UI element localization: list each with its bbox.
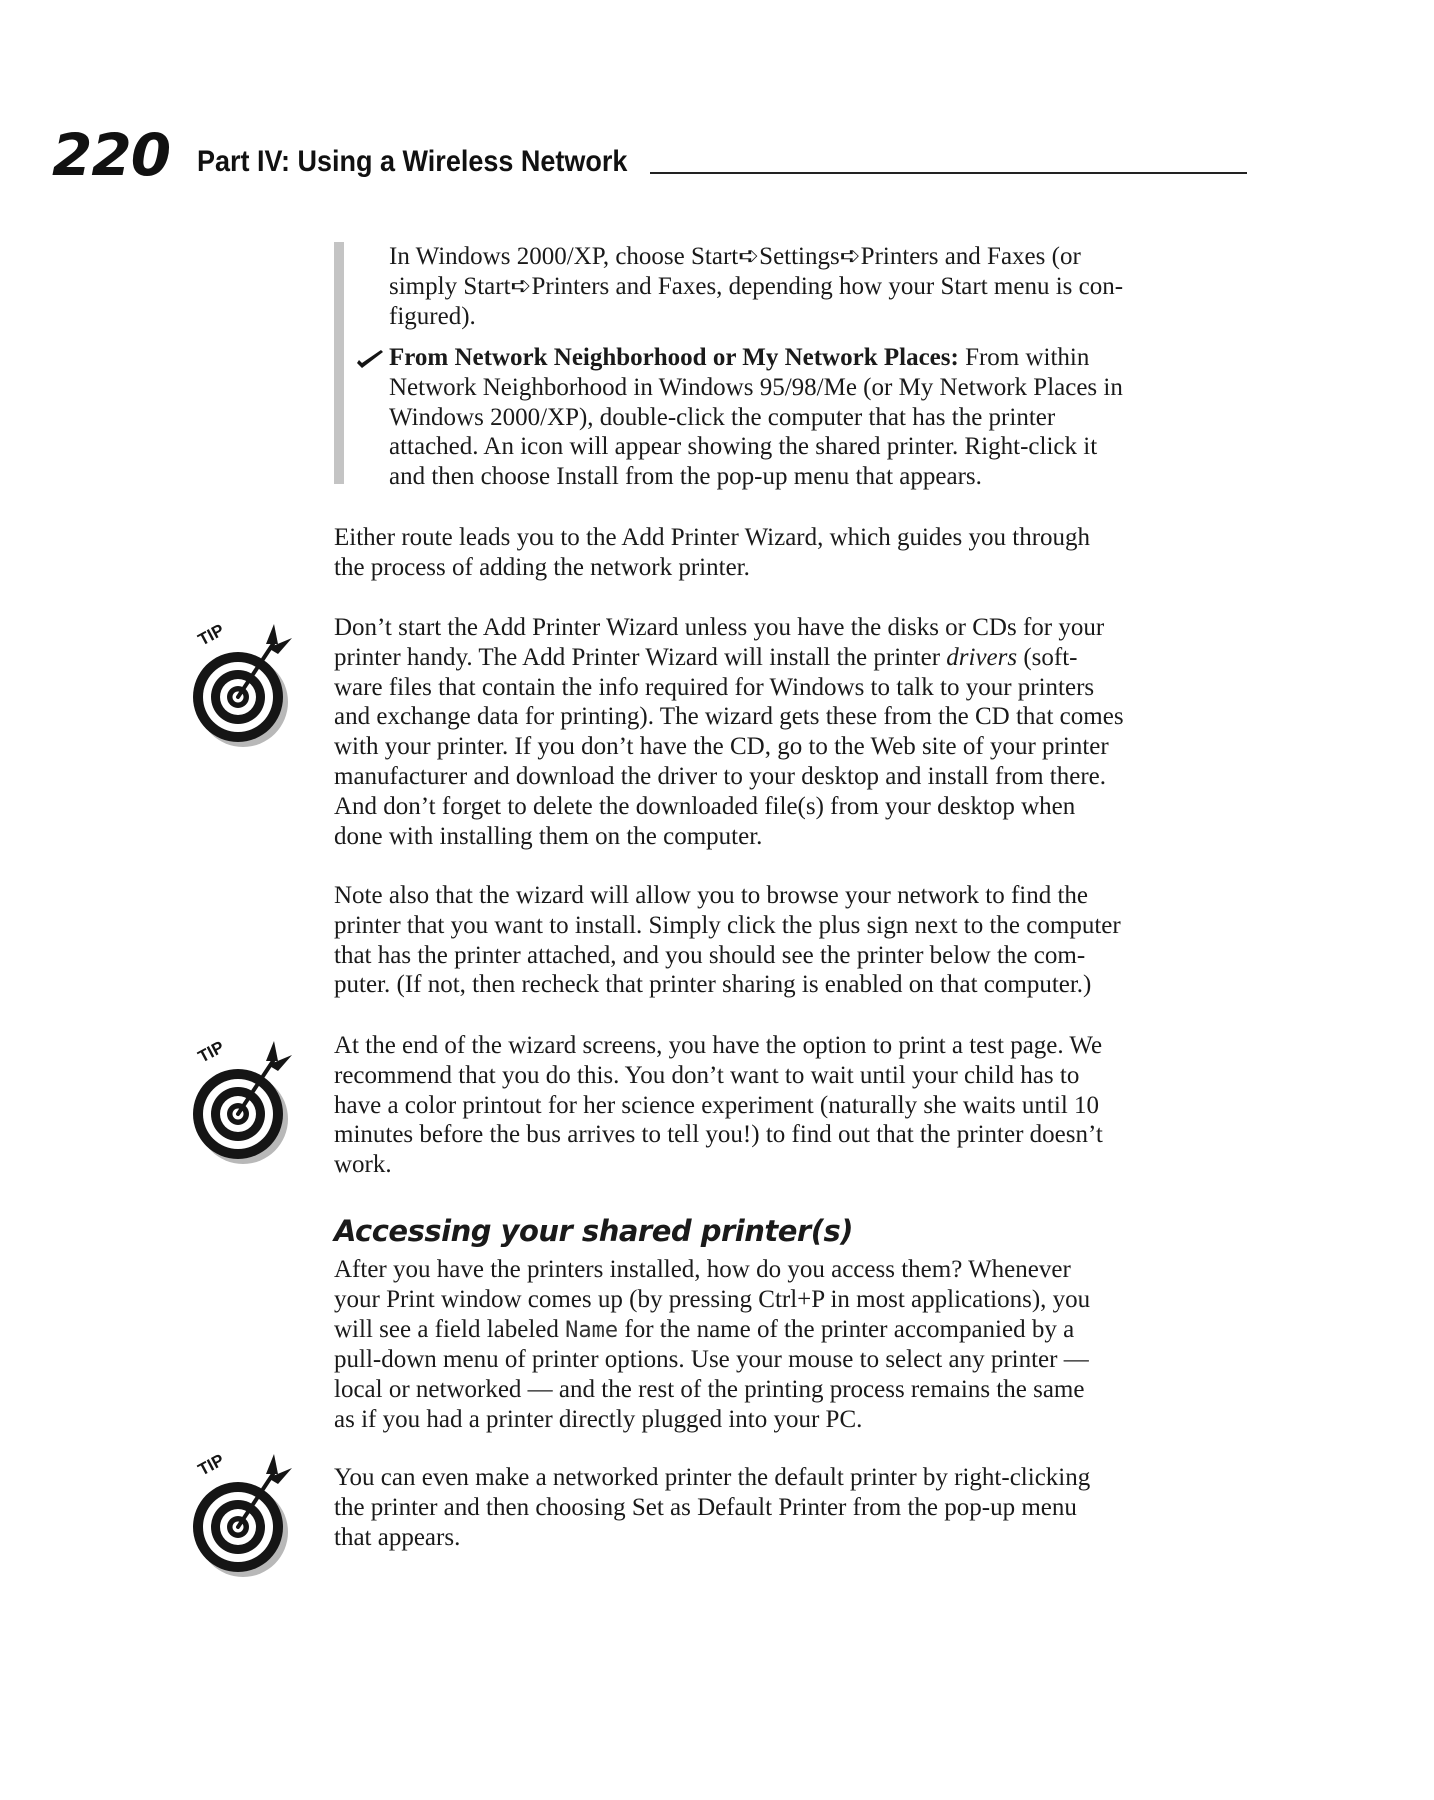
list-continuation-paragraph: In Windows 2000/XP, choose Start➪Settings➪Printers and Faxes (or simply Start➪Printers and Faxes, depending how your Start menu is con- figured). (389, 243, 1124, 330)
tip-target-icon (188, 610, 308, 750)
running-header-title: Part IV: Using a Wireless Network (197, 145, 628, 178)
list-item-text: From Network Neighborhood or My Network Places: From within Network Neighborhood in Windows 95/98/Me (or My Network Places in Windows 2000/XP), double-click the computer that has the printer attached. An icon will appear showing the shared printer. Right-click it and then choose Install from the pop-up menu that appears. (389, 344, 1123, 491)
tip-label: TIP (194, 1037, 228, 1067)
tip-label: TIP (194, 620, 228, 650)
tip-target-icon (188, 1440, 308, 1580)
list-sidebar-bar (334, 242, 344, 484)
tip-label: TIP (194, 1450, 228, 1480)
term-drivers: drivers (946, 643, 1018, 671)
tip-target-icon (188, 1027, 308, 1167)
paragraph-either-route: Either route leads you to the Add Printer Wizard, which guides you through the process of adding the network printer. (334, 524, 1091, 581)
paragraph-tip-default-printer: You can even make a networked printer the default printer by right-clicking the printer and then choosing Set as Default Printer from the pop-up menu that appears. (334, 1464, 1091, 1551)
checkmark-icon (356, 349, 384, 369)
bulleted-list-block (334, 242, 1249, 490)
page-header (52, 122, 1247, 194)
code-name-field: Name (565, 1317, 619, 1343)
header-rule (650, 172, 1247, 174)
paragraph-note-browse: Note also that the wizard will allow you to browse your network to find the printer that you want to install. Simply click the plus sign next to the computer that has the printer attached, and you should see the printer below the com- puter. (If not, then recheck that printer sharing is enabled on that computer.) (334, 882, 1121, 999)
paragraph-tip-test-page: At the end of the wizard screens, you have the option to print a test page. We recommend that you do this. You don’t want to wait until your child has to have a color printout for her science experiment (naturally she waits until 10 minutes before the bus arrives to tell you!) to find out that the printer doesn’t work. (334, 1032, 1103, 1179)
paragraph-tip-drivers: Don’t start the Add Printer Wizard unless you have the disks or CDs for your printer handy. The Add Printer Wizard will install the printer drivers (soft- ware files that contain the info required for Windows to talk to your printers and exchange data for printing). The wizard gets these from the CD that comes with your printer. If you don’t have the CD, go to the Web site of your printer manufacturer and download the driver to your desktop and install from there. And don’t forget to delete the downloaded file(s) from your desktop when done with installing them on the computer. (334, 614, 1124, 850)
page-number: 220 (52, 121, 171, 189)
section-heading: Accessing your shared printer(s) (334, 1214, 853, 1248)
list-item-lead: From Network Neighborhood or My Network Places: (389, 344, 959, 371)
paragraph-accessing: After you have the printers installed, how do you access them? Whenever your Print window comes up (by pressing Ctrl+P in most applications), you will see a field labeled Name for the name of the printer accompanied by a pull-down menu of printer options. Use your mouse to select any printer — local or networked — and the rest of the printing process remains the same as if you had a printer directly plugged into your PC. (334, 1256, 1091, 1433)
